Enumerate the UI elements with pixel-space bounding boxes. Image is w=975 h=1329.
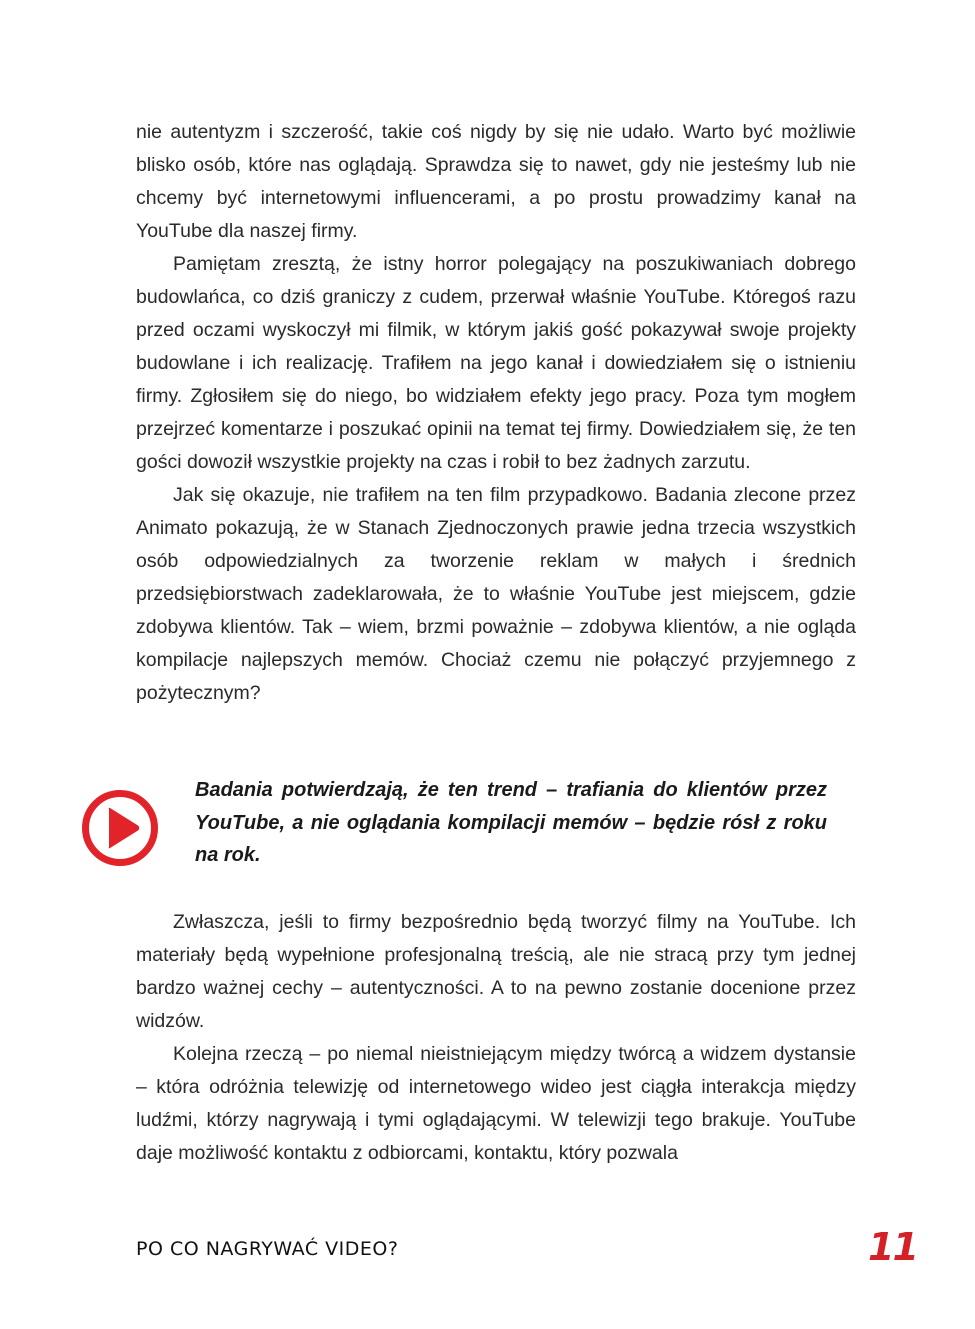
body-text-top	[136, 116, 856, 710]
paragraph: Pamiętam zresztą, że istny horror polegający na poszukiwaniach dobrego budowlańca, co dziś graniczy z cudem, przerwał właśnie YouTube. Któregoś razu przed oczami wyskoczył mi filmik, w którym jakiś gość pokazywał swoje projekty budowlane i ich realizację. Trafiłem na jego kanał i dowiedziałem się o istnieniu firmy. Zgłosiłem się do niego, bo widziałem efekty jego pracy. Poza tym mogłem przejrzeć komentarze i poszukać opinii na temat tej firmy. Dowiedziałem się, że ten gości dowoził wszystkie projekty na czas i robił to bez żadnych zarzutu.	[136, 253, 856, 473]
body-text-bottom	[136, 906, 856, 1170]
paragraph: Jak się okazuje, nie trafiłem na ten film przypadkowo. Badania zlecone przez Animato pokazują, że w Stanach Zjednoczonych prawie jedna trzecia wszystkich osób odpowiedzialnych za tworzenie reklam w małych i średnich przedsiębiorstwach zadeklarowała, że to właśnie YouTube jest miejscem, gdzie zdobywa klientów. Tak – wiem, brzmi poważnie – zdobywa klientów, a nie ogląda kompilacje najlepszych memów. Chociaż czemu nie połączyć przyjemnego z pożytecznym?	[136, 484, 856, 704]
play-button-icon	[81, 789, 159, 867]
paragraph: Kolejna rzeczą – po niemal nieistniejącym między twórcą a widzem dystansie – która odróżnia telewizję od internetowego wideo jest ciągła interakcja między ludźmi, którzy nagrywają i tymi oglądającymi. W telewizji tego brakuje. YouTube daje możliwość kontaktu z odbiorcami, kontaktu, który pozwala	[136, 1043, 856, 1164]
paragraph: nie autentyzm i szczerość, takie coś nigdy by się nie udało. Warto być możliwie blisko osób, które nas oglądają. Sprawdza się to nawet, gdy nie jesteśmy lub nie chcemy być internetowymi influencerami, a po prostu prowadzimy kanał na YouTube dla naszej firmy.	[136, 121, 856, 242]
page-number: 11	[868, 1225, 917, 1269]
callout-quote: Badania potwierdzają, że ten trend – trafiania do klientów przez YouTube, a nie oglądania kompilacji memów – będzie rósł z roku na rok.	[195, 779, 827, 866]
chapter-title: PO CO NAGRYWAĆ VIDEO?	[136, 1238, 399, 1260]
paragraph: Zwłaszcza, jeśli to firmy bezpośrednio będą tworzyć filmy na YouTube. Ich materiały będą wypełnione profesjonalną treścią, ale nie stracą przy tym jednej bardzo ważnej cechy – autentyczności. A to na pewno zostanie docenione przez widzów.	[136, 911, 856, 1032]
